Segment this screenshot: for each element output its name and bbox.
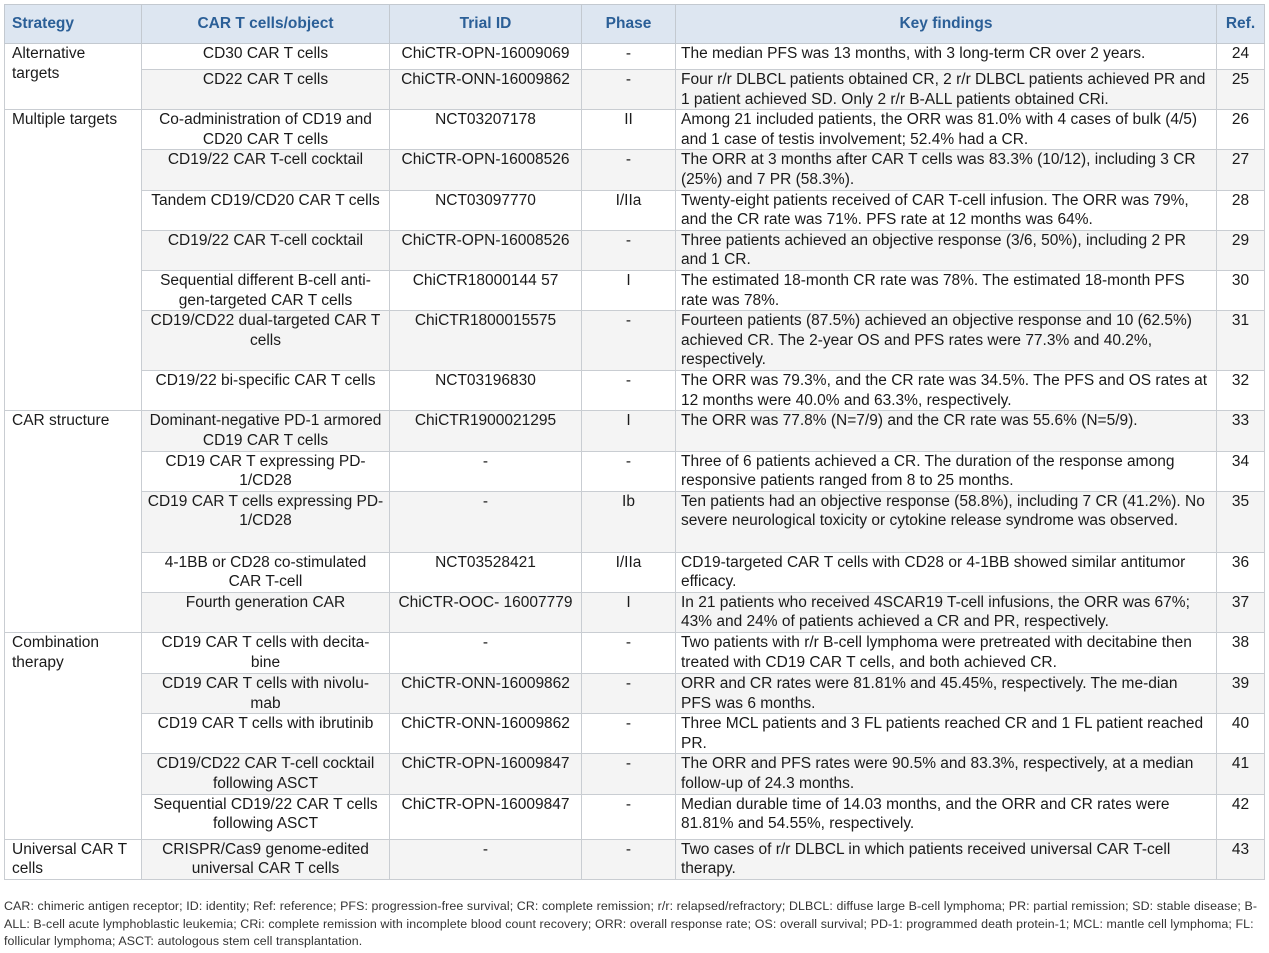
- key-findings-cell: Three of 6 patients achieved a CR. The duration of the response among responsive patients ranged from 8 to 25 months.: [676, 451, 1217, 491]
- table-row: [5, 839, 1265, 879]
- footnote: CAR: chimeric antigen receptor; ID: identity; Ref: reference; PFS: progression-free survival; CR: complete remission; r/r: relapsed/refractory; DLBCL: diffuse large B-cell lymphoma; PR: partial remission; SD: stable disease; B-ALL: B-cell acute lymphoblastic leukemia; CRi: complete remission with incomplete blood count recovery; ORR: overall response rate; OS: overall survival; PD-1: programmed death protein-1; MCL: mantle cell lymphoma; FL: follicular lymphoma; ASCT: autologous stem cell transplantation.: [4, 899, 1258, 949]
- key-findings-cell: The estimated 18-month CR rate was 78%. The estimated 18-month PFS rate was 78%.: [676, 270, 1217, 310]
- phase-cell: -: [582, 371, 676, 411]
- ref-cell: 39: [1217, 674, 1265, 714]
- ref-cell: 42: [1217, 794, 1265, 839]
- header-ref: Ref.: [1217, 5, 1265, 44]
- ref-cell: 24: [1217, 44, 1265, 70]
- object-cell: Sequential CD19/22 CAR T cells following ASCT: [142, 794, 390, 839]
- table-container: [4, 4, 1264, 880]
- strategy-cell: Alternative targets: [5, 44, 142, 110]
- table-row: [5, 552, 1265, 592]
- phase-cell: I: [582, 411, 676, 451]
- key-findings-cell: Three patients achieved an objective response (3/6, 50%), including 2 PR and 1 CR.: [676, 230, 1217, 270]
- table-row: [5, 633, 1265, 674]
- phase-cell: I: [582, 592, 676, 632]
- phase-cell: -: [582, 451, 676, 491]
- trial-id-cell: NCT03196830: [390, 371, 582, 411]
- strategy-cell: Multiple targets: [5, 110, 142, 411]
- table-body: [5, 44, 1265, 880]
- trial-id-cell: ChiCTR-ONN-16009862: [390, 714, 582, 754]
- key-findings-cell: The ORR was 79.3%, and the CR rate was 34.5%. The PFS and OS rates at 12 months were 40.0% and 63.3%, respectively.: [676, 371, 1217, 411]
- ref-cell: 35: [1217, 491, 1265, 552]
- key-findings-cell: The median PFS was 13 months, with 3 long-term CR over 2 years.: [676, 44, 1217, 70]
- object-cell: CD19 CAR T cells with decita-bine: [142, 633, 390, 674]
- object-cell: CD19 CAR T cells with ibrutinib: [142, 714, 390, 754]
- trial-id-cell: ChiCTR1900021295: [390, 411, 582, 451]
- trial-id-cell: -: [390, 451, 582, 491]
- table-row: [5, 794, 1265, 839]
- object-cell: Co-administration of CD19 and CD20 CAR T cells: [142, 110, 390, 150]
- object-cell: CD19/CD22 dual-targeted CAR T cells: [142, 311, 390, 371]
- phase-cell: I/IIa: [582, 190, 676, 230]
- table-row: [5, 190, 1265, 230]
- ref-cell: 43: [1217, 839, 1265, 879]
- trial-id-cell: NCT03097770: [390, 190, 582, 230]
- object-cell: CD30 CAR T cells: [142, 44, 390, 70]
- trial-id-cell: ChiCTR-OPN-16008526: [390, 230, 582, 270]
- ref-cell: 27: [1217, 150, 1265, 190]
- strategy-cell: Universal CAR T cells: [5, 839, 142, 879]
- header-key-findings: Key findings: [676, 5, 1217, 44]
- phase-cell: Ib: [582, 491, 676, 552]
- key-findings-cell: The ORR and PFS rates were 90.5% and 83.3%, respectively, at a median follow-up of 24.3 months.: [676, 754, 1217, 794]
- phase-cell: -: [582, 311, 676, 371]
- trial-id-cell: NCT03528421: [390, 552, 582, 592]
- ref-cell: 31: [1217, 311, 1265, 371]
- key-findings-cell: Among 21 included patients, the ORR was 81.0% with 4 cases of bulk (4/5) and 1 case of testis involvement; 52.4% had a CR.: [676, 110, 1217, 150]
- object-cell: CD19/22 CAR T-cell cocktail: [142, 150, 390, 190]
- object-cell: CD19/22 CAR T-cell cocktail: [142, 230, 390, 270]
- table-row: [5, 491, 1265, 552]
- phase-cell: -: [582, 150, 676, 190]
- key-findings-cell: In 21 patients who received 4SCAR19 T-cell infusions, the ORR was 67%; 43% and 24% of patients achieved a CR and PR, respectively.: [676, 592, 1217, 632]
- object-cell: CD19 CAR T expressing PD-1/CD28: [142, 451, 390, 491]
- key-findings-cell: Three MCL patients and 3 FL patients reached CR and 1 FL patient reached PR.: [676, 714, 1217, 754]
- object-cell: CD19/22 bi-specific CAR T cells: [142, 371, 390, 411]
- key-findings-cell: ORR and CR rates were 81.81% and 45.45%, respectively. The me-dian PFS was 6 months.: [676, 674, 1217, 714]
- key-findings-cell: Ten patients had an objective response (58.8%), including 7 CR (41.2%). No severe neurological toxicity or cytokine release syndrome was observed.: [676, 491, 1217, 552]
- trial-id-cell: ChiCTR-ONN-16009862: [390, 674, 582, 714]
- ref-cell: 41: [1217, 754, 1265, 794]
- phase-cell: -: [582, 633, 676, 674]
- object-cell: Tandem CD19/CD20 CAR T cells: [142, 190, 390, 230]
- key-findings-cell: Two cases of r/r DLBCL in which patients received universal CAR T-cell therapy.: [676, 839, 1217, 879]
- ref-cell: 37: [1217, 592, 1265, 632]
- phase-cell: -: [582, 230, 676, 270]
- key-findings-cell: The ORR was 77.8% (N=7/9) and the CR rate was 55.6% (N=5/9).: [676, 411, 1217, 451]
- ref-cell: 38: [1217, 633, 1265, 674]
- trial-id-cell: -: [390, 491, 582, 552]
- ref-cell: 34: [1217, 451, 1265, 491]
- trial-id-cell: NCT03207178: [390, 110, 582, 150]
- object-cell: CD19 CAR T cells expressing PD-1/CD28: [142, 491, 390, 552]
- ref-cell: 29: [1217, 230, 1265, 270]
- table-row: [5, 270, 1265, 310]
- object-cell: Fourth generation CAR: [142, 592, 390, 632]
- header-trial-id: Trial ID: [390, 5, 582, 44]
- key-findings-cell: The ORR at 3 months after CAR T cells was 83.3% (10/12), including 3 CR (25%) and 7 PR (58.3%).: [676, 150, 1217, 190]
- ref-cell: 28: [1217, 190, 1265, 230]
- car-t-table: [4, 4, 1265, 880]
- table-row: [5, 411, 1265, 451]
- key-findings-cell: CD19-targeted CAR T cells with CD28 or 4-1BB showed similar antitumor efficacy.: [676, 552, 1217, 592]
- key-findings-cell: Fourteen patients (87.5%) achieved an objective response and 10 (62.5%) achieved CR. The 2-year OS and PFS rates were 77.3% and 40.2%, respectively.: [676, 311, 1217, 371]
- header-phase: Phase: [582, 5, 676, 44]
- table-row: [5, 451, 1265, 491]
- object-cell: CRISPR/Cas9 genome-edited universal CAR T cells: [142, 839, 390, 879]
- trial-id-cell: ChiCTR-OPN-16009847: [390, 794, 582, 839]
- table-row: [5, 674, 1265, 714]
- ref-cell: 30: [1217, 270, 1265, 310]
- trial-id-cell: ChiCTR-OPN-16008526: [390, 150, 582, 190]
- table-row: [5, 714, 1265, 754]
- trial-id-cell: ChiCTR1800015575: [390, 311, 582, 371]
- strategy-cell: Combination therapy: [5, 633, 142, 840]
- table-row: [5, 150, 1265, 190]
- trial-id-cell: ChiCTR-ONN-16009862: [390, 70, 582, 110]
- trial-id-cell: ChiCTR-OPN-16009847: [390, 754, 582, 794]
- table-row: [5, 754, 1265, 794]
- trial-id-cell: -: [390, 839, 582, 879]
- ref-cell: 36: [1217, 552, 1265, 592]
- strategy-cell: CAR structure: [5, 411, 142, 633]
- phase-cell: -: [582, 714, 676, 754]
- phase-cell: -: [582, 794, 676, 839]
- ref-cell: 40: [1217, 714, 1265, 754]
- header-strategy: Strategy: [5, 5, 142, 44]
- phase-cell: -: [582, 839, 676, 879]
- table-row: [5, 311, 1265, 371]
- phase-cell: I: [582, 270, 676, 310]
- phase-cell: -: [582, 44, 676, 70]
- object-cell: CD19 CAR T cells with nivolu-mab: [142, 674, 390, 714]
- table-row: [5, 230, 1265, 270]
- object-cell: Sequential different B-cell anti-gen-targeted CAR T cells: [142, 270, 390, 310]
- key-findings-cell: Twenty-eight patients received of CAR T-cell infusion. The ORR was 79%, and the CR rate was 71%. PFS rate at 12 months was 64%.: [676, 190, 1217, 230]
- object-cell: 4-1BB or CD28 co-stimulated CAR T-cell: [142, 552, 390, 592]
- ref-cell: 26: [1217, 110, 1265, 150]
- phase-cell: -: [582, 70, 676, 110]
- phase-cell: -: [582, 674, 676, 714]
- ref-cell: 32: [1217, 371, 1265, 411]
- trial-id-cell: ChiCTR-OOC- 16007779: [390, 592, 582, 632]
- header-row: [5, 5, 1265, 44]
- object-cell: Dominant-negative PD-1 armored CD19 CAR T cells: [142, 411, 390, 451]
- phase-cell: -: [582, 754, 676, 794]
- table-row: [5, 371, 1265, 411]
- header-object: CAR T cells/object: [142, 5, 390, 44]
- table-row: [5, 110, 1265, 150]
- ref-cell: 33: [1217, 411, 1265, 451]
- object-cell: CD19/CD22 CAR T-cell cocktail following ASCT: [142, 754, 390, 794]
- key-findings-cell: Median durable time of 14.03 months, and the ORR and CR rates were 81.81% and 54.55%, respectively.: [676, 794, 1217, 839]
- trial-id-cell: -: [390, 633, 582, 674]
- phase-cell: I/IIa: [582, 552, 676, 592]
- key-findings-cell: Four r/r DLBCL patients obtained CR, 2 r/r DLBCL patients achieved PR and 1 patient achieved SD. Only 2 r/r B-ALL patients obtained CRi.: [676, 70, 1217, 110]
- trial-id-cell: ChiCTR18000144 57: [390, 270, 582, 310]
- table-row: [5, 70, 1265, 110]
- key-findings-cell: Two patients with r/r B-cell lymphoma were pretreated with decitabine then treated with CD19 CAR T cells, and both achieved CR.: [676, 633, 1217, 674]
- ref-cell: 25: [1217, 70, 1265, 110]
- table-row: [5, 44, 1265, 70]
- phase-cell: II: [582, 110, 676, 150]
- trial-id-cell: ChiCTR-OPN-16009069: [390, 44, 582, 70]
- table-row: [5, 592, 1265, 632]
- object-cell: CD22 CAR T cells: [142, 70, 390, 110]
